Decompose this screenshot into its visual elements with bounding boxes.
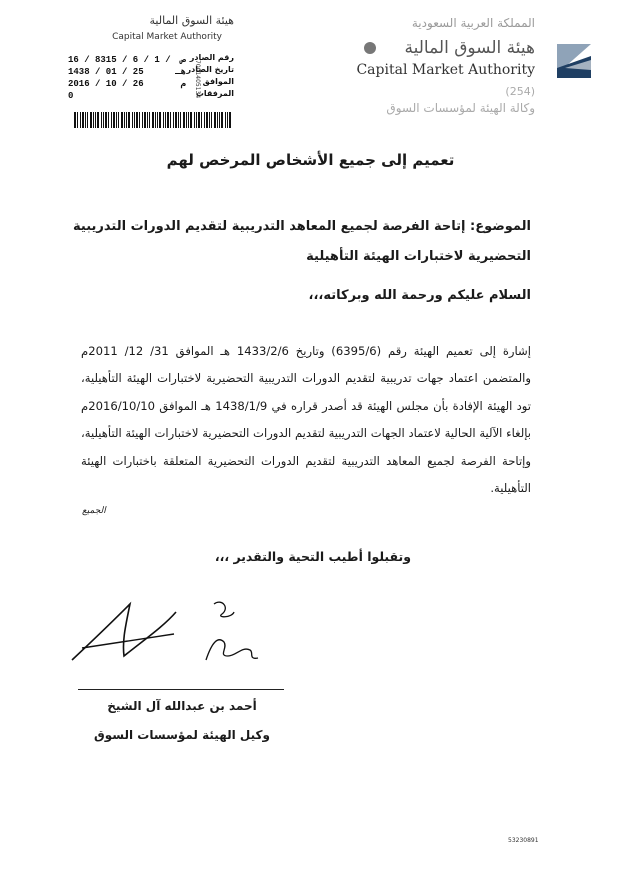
signature-icon (64, 590, 264, 670)
stamp-label: رقم الصادر (189, 53, 234, 62)
stamp-row (68, 54, 186, 66)
cma-logo-icon (553, 40, 595, 82)
stamp-authority-arabic: هيئة السوق المالية (149, 14, 234, 27)
signer-name: أحمد بن عبدالله آل الشيخ (107, 699, 257, 713)
subject-line: الموضوع: إتاحة الفرصة لجميع المعاهد التدريبية لتقديم الدورات التدريبية التحضيرية لاختبارات الهيئة التأهيلية (73, 219, 531, 264)
authority-name-arabic: هيئة السوق المالية (404, 38, 535, 58)
stamp-value: 16 / 8315 / 6 / 1 / (68, 55, 171, 65)
outgoing-stamp (58, 8, 234, 130)
greeting: السلام عليكم ورحمة الله وبركاته،،، (308, 288, 531, 303)
stamp-row (68, 78, 186, 90)
stamp-unit: ص (180, 55, 186, 65)
stamp-unit: هـ (175, 67, 186, 77)
stamp-value: 2016 / 10 / 26 (68, 79, 144, 89)
deputy-name: وكالة الهيئة لمؤسسات السوق (386, 101, 535, 115)
stamp-label: الموافق (202, 77, 234, 86)
stamp-label: المرفقات (195, 89, 234, 98)
stamp-serial: 7001405134 (194, 60, 201, 99)
stamp-label: تاريخ الصادر (186, 65, 234, 74)
office-code: (254) (505, 85, 535, 98)
circular-title: تعميم إلى جميع الأشخاص المرخص لهم (166, 151, 455, 169)
body-paragraph: إشارة إلى تعميم الهيئة رقم (6395/6) وتاريخ 1433/2/6 هـ الموافق 31/ 12/ 2011م والمتضمن اعتماد جهات تدريبية لتقديم الدورات التدريبية التحضيرية لاختبارات الهيئة التأهيلية، تود الهيئة الإفادة بأن مجلس الهيئة قد أصدر قراره في 1438/1/9 هـ الموافق 2016/10/10م بإلغاء الآلية الحالية لاعتماد الجهات التدريبية لتقديم الدورات التحضيرية لاختبارات الهيئة التأهيلية، وإتاحة الفرصة لجميع المعاهد التدريبية لتقديم الدورات التحضيرية المتعلقة باختبارات الهيئة التأهيلية. (81, 344, 531, 496)
stamp-authority-english: Capital Market Authority (112, 32, 222, 42)
stamp-values (68, 54, 186, 102)
authority-name-english: Capital Market Authority (356, 62, 535, 78)
stamp-row (68, 66, 186, 78)
stamp-value: 1438 / 01 / 25 (68, 67, 144, 77)
footer-code: 53230891 (508, 837, 539, 844)
handwritten-note: الجميع (82, 506, 106, 516)
stamp-value: 0 (68, 91, 74, 101)
stamp-unit: م (180, 79, 186, 89)
signature-line (78, 689, 284, 690)
signer-title: وكيل الهيئة لمؤسسات السوق (94, 728, 270, 742)
stamp-row (68, 90, 186, 102)
emblem-icon (364, 42, 376, 54)
closing-line: وتقبلوا أطيب التحية والتقدير ،،، (214, 549, 411, 564)
barcode-icon (74, 112, 234, 128)
country-name: المملكة العربية السعودية (411, 16, 535, 30)
